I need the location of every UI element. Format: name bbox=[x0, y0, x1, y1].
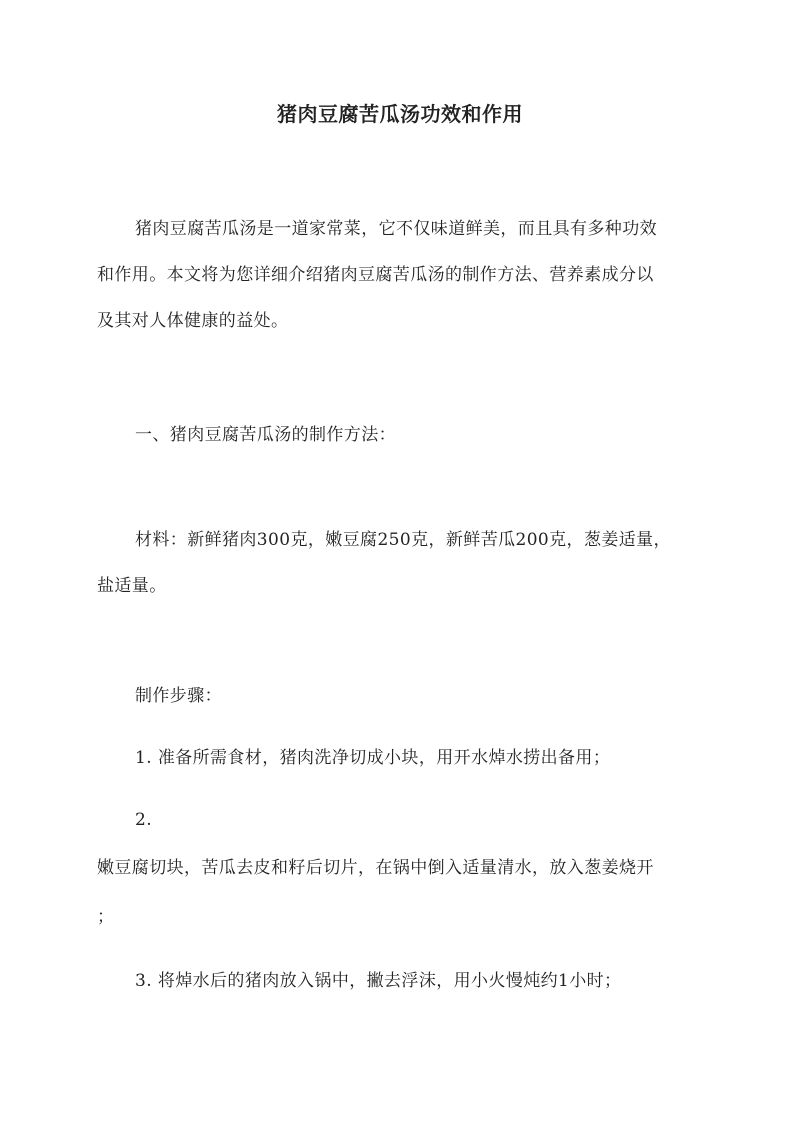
step-3: 3. 将焯水后的猪肉放入锅中，撇去浮沫，用小火慢炖约1小时； bbox=[135, 971, 622, 991]
step-2-number: 2. bbox=[135, 810, 153, 830]
step-1: 1. 准备所需食材，猪肉洗净切成小块，用开水焯水捞出备用； bbox=[135, 748, 611, 768]
step-2-tail: ； bbox=[97, 907, 115, 927]
materials-line-2: 盐适量。 bbox=[97, 576, 167, 596]
section-heading-method: 一、猪肉豆腐苦瓜汤的制作方法： bbox=[135, 425, 396, 445]
document-title: 猪肉豆腐苦瓜汤功效和作用 bbox=[277, 102, 523, 126]
intro-line-3: 及其对人体健康的益处。 bbox=[97, 311, 289, 331]
materials-line-1: 材料：新鲜猪肉300克，嫩豆腐250克，新鲜苦瓜200克，葱姜适量， bbox=[135, 530, 671, 550]
intro-line-2: 和作用。本文将为您详细介绍猪肉豆腐苦瓜汤的制作方法、营养素成分以 bbox=[97, 265, 654, 285]
step-2-text: 嫩豆腐切块，苦瓜去皮和籽后切片，在锅中倒入适量清水，放入葱姜烧开 bbox=[97, 858, 654, 878]
intro-line-1: 猪肉豆腐苦瓜汤是一道家常菜，它不仅味道鲜美，而且具有多种功效 bbox=[135, 219, 657, 239]
steps-heading: 制作步骤： bbox=[135, 686, 222, 706]
intro-paragraph bbox=[97, 206, 709, 344]
materials-paragraph bbox=[97, 517, 709, 609]
